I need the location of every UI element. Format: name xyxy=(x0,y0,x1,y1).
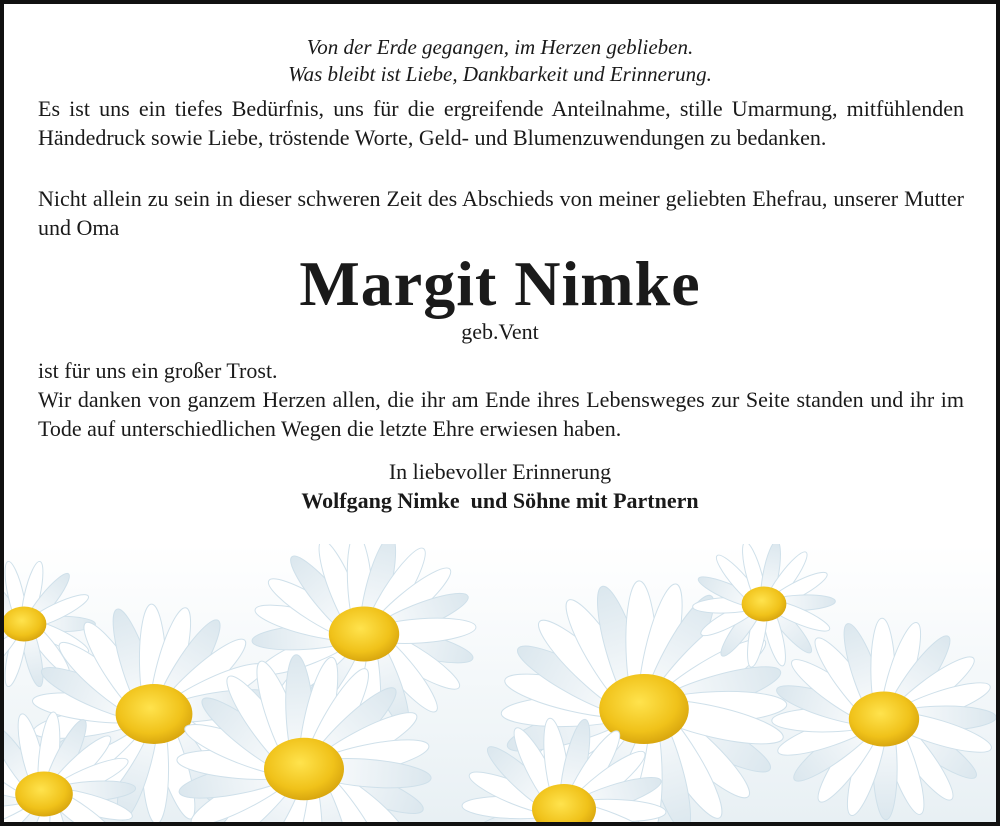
motto xyxy=(4,34,996,88)
closing-block xyxy=(4,457,996,515)
daisy-flowers-image xyxy=(4,544,996,824)
thanks-paragraph: Es ist uns ein tiefes Bedürfnis, uns für die ergreifende Anteilnahme, stille Umarmung, mitfühlenden Händedruck sowie Liebe, tröstende Worte, Geld- und Blumenzuwendungen zu bedanken. xyxy=(38,96,964,150)
birth-name: geb.Vent xyxy=(461,319,539,344)
motto-line-1: Von der Erde gegangen, im Herzen geblieben. xyxy=(306,35,694,59)
mourners-names: Wolfgang Nimke und Söhne mit Partnern xyxy=(301,488,699,513)
comfort-paragraph: ist für uns ein großer Trost. xyxy=(38,358,278,383)
farewell-paragraph: Nicht allein zu sein in dieser schweren Zeit des Abschieds von meiner geliebten Ehefrau, unserer Mutter und Oma xyxy=(38,186,964,240)
motto-line-2: Was bleibt ist Liebe, Dankbarkeit und Erinnerung. xyxy=(288,62,712,86)
gratitude-paragraph: Wir danken von ganzem Herzen allen, die ihr am Ende ihres Lebensweges zur Seite standen und ihr im Tode auf unterschiedlichen Wegen die letzte Ehre erwiesen haben. xyxy=(38,387,964,441)
deceased-name: Margit Nimke xyxy=(299,248,701,319)
closing-phrase: In liebevoller Erinnerung xyxy=(388,459,612,484)
